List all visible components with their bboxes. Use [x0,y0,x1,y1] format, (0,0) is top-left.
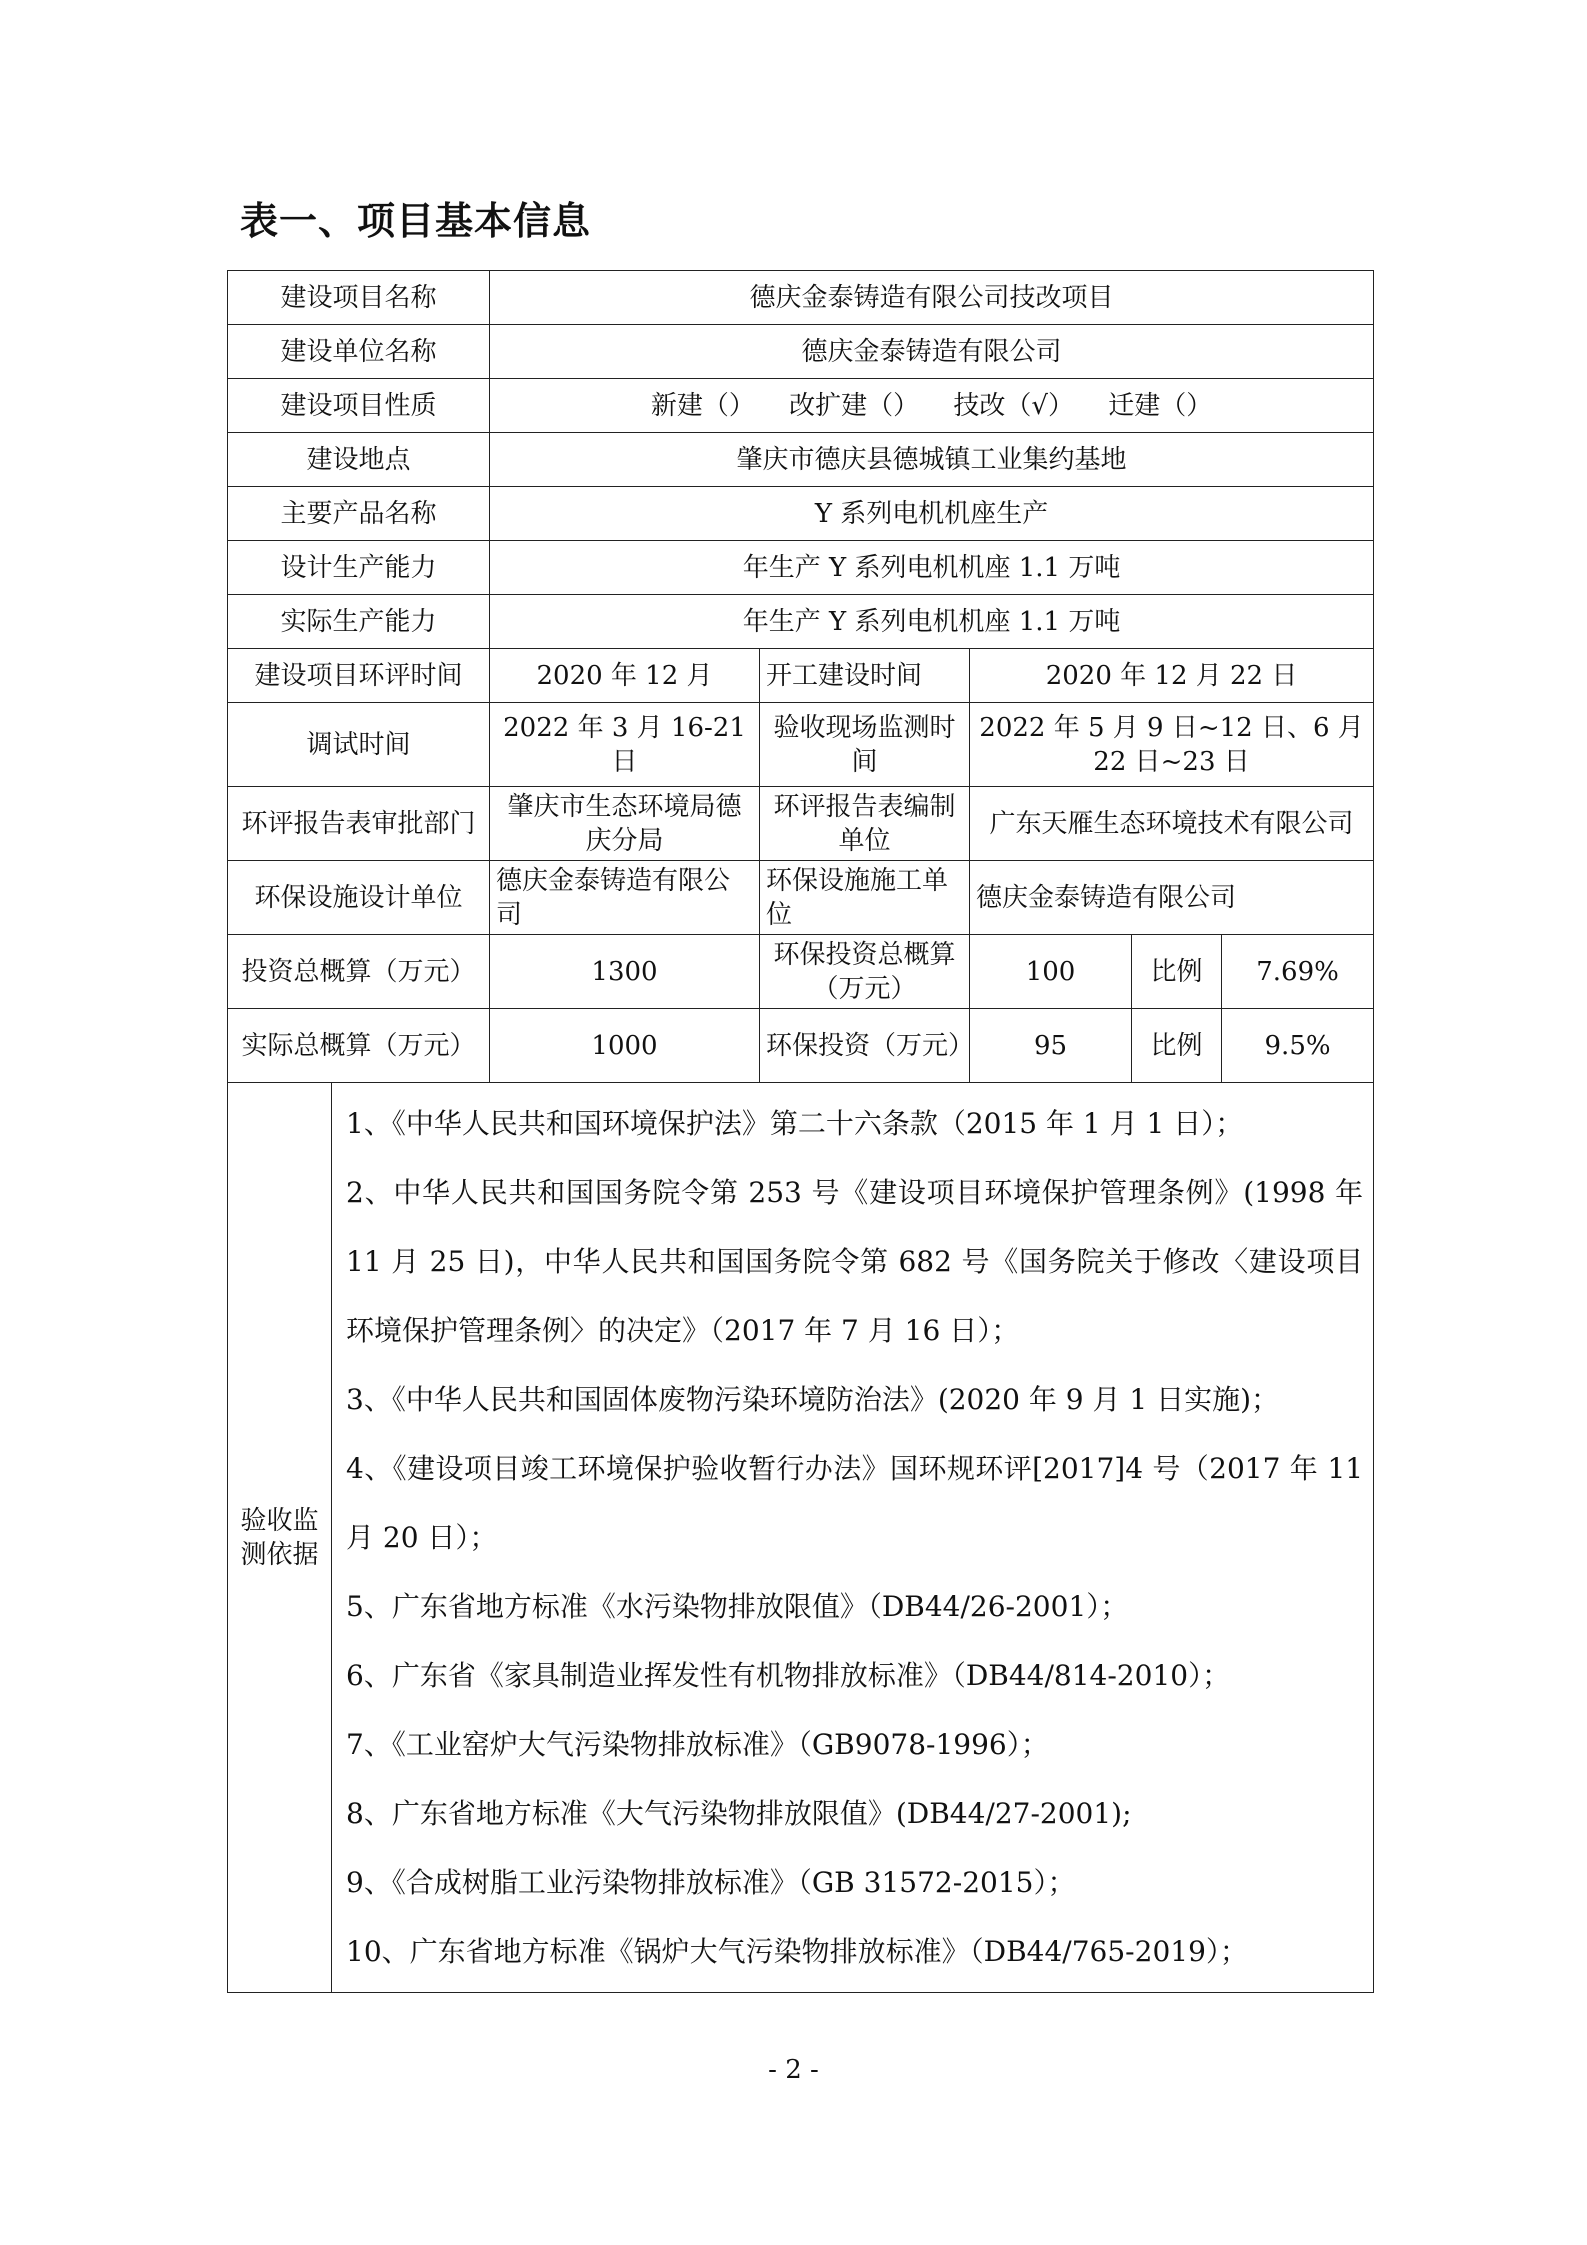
monitor-time-value: 2022 年 5 月 9 日~12 日、6 月 22 日~23 日 [970,703,1374,787]
basis-item: 7、《工业窑炉大气污染物排放标准》（GB9078-1996）； [346,1728,1049,1761]
env-invest-total-label: 环保投资总概算（万元） [760,935,970,1009]
project-name-value: 德庆金泰铸造有限公司技改项目 [490,271,1374,325]
table-row [228,861,1374,935]
basis-item: 5、广东省地方标准《水污染物排放限值》（DB44/26-2001）； [346,1590,1129,1623]
env-invest-value: 95 [970,1009,1132,1083]
monitor-time-label: 验收现场监测时间 [760,703,970,787]
ratio-label: 比例 [1132,935,1222,1009]
table-row [228,1083,1374,1993]
basis-label [228,1083,332,1993]
total-invest-label: 投资总概算（万元） [228,935,490,1009]
compile-unit-value: 广东天雁生态环境技术有限公司 [970,787,1374,861]
start-time-value: 2020 年 12 月 22 日 [970,649,1374,703]
basis-item: 10、广东省地方标准《锅炉大气污染物排放标准》（DB44/765-2019）； [346,1935,1248,1968]
location-label: 建设地点 [228,433,490,487]
approval-dept-value: 肇庆市生态环境局德庆分局 [490,787,760,861]
start-time-label: 开工建设时间 [760,649,970,703]
page-title: 表一、项目基本信息 [240,198,592,243]
basis-item: 1、《中华人民共和国环境保护法》第二十六条款（2015 年 1 月 1 日）； [346,1107,1244,1140]
env-invest-total-value: 100 [970,935,1132,1009]
ratio-value: 7.69% [1222,935,1374,1009]
product-label: 主要产品名称 [228,487,490,541]
actual-capacity-label: 实际生产能力 [228,595,490,649]
debug-time-label: 调试时间 [228,703,490,787]
unit-name-label: 建设单位名称 [228,325,490,379]
nature-label: 建设项目性质 [228,379,490,433]
env-design-unit-label: 环保设施设计单位 [228,861,490,935]
eia-time-value: 2020 年 12 月 [490,649,760,703]
basis-item: 3、《中华人民共和国固体废物污染环境防治法》(2020 年 9 月 1 日实施)； [346,1383,1280,1416]
table-row [228,271,1374,325]
basis-item: 4、《建设项目竣工环境保护验收暂行办法》国环规环评[2017]4 号（2017 年 11 月 20 日）； [346,1452,1364,1554]
project-name-label: 建设项目名称 [228,271,490,325]
actual-capacity-value: 年生产 Y 系列电机机座 1.1 万吨 [490,595,1374,649]
approval-dept-label: 环评报告表审批部门 [228,787,490,861]
table-row [228,787,1374,861]
ratio-label: 比例 [1132,1009,1222,1083]
table-row [228,595,1374,649]
env-invest-label: 环保投资（万元） [760,1009,970,1083]
env-build-unit-label: 环保设施施工单位 [760,861,970,935]
table-row [228,935,1374,1009]
project-info-table [227,270,1374,1993]
product-value: Y 系列电机机座生产 [490,487,1374,541]
actual-invest-value: 1000 [490,1009,760,1083]
ratio-value: 9.5% [1222,1009,1374,1083]
env-build-unit-value: 德庆金泰铸造有限公司 [970,861,1374,935]
eia-time-label: 建设项目环评时间 [228,649,490,703]
basis-list [332,1083,1374,1993]
debug-time-value: 2022 年 3 月 16-21 日 [490,703,760,787]
location-value: 肇庆市德庆县德城镇工业集约基地 [490,433,1374,487]
nature-value: 新建（） 改扩建（） 技改（√） 迁建（） [490,379,1374,433]
design-capacity-label: 设计生产能力 [228,541,490,595]
actual-invest-label: 实际总概算（万元） [228,1009,490,1083]
table-row [228,379,1374,433]
table-row [228,649,1374,703]
page-number: - 2 - [768,2055,819,2085]
table-row [228,433,1374,487]
basis-item: 2、中华人民共和国国务院令第 253 号《建设项目环境保护管理条例》(1998 年 11 月 25 日)，中华人民共和国国务院令第 682 号《国务院关于修改〈建设项目环境保护管理条例〉的决定》（2017 年 7 月 16 日）； [346,1176,1364,1347]
design-capacity-value: 年生产 Y 系列电机机座 1.1 万吨 [490,541,1374,595]
compile-unit-label: 环评报告表编制单位 [760,787,970,861]
table-row [228,1009,1374,1083]
basis-label-text: 验收监测依据 [240,1505,319,1570]
basis-item: 6、广东省《家具制造业挥发性有机物排放标准》（DB44/814-2010）； [346,1659,1231,1692]
table-row [228,487,1374,541]
basis-item: 8、广东省地方标准《大气污染物排放限值》(DB44/27-2001); [346,1797,1132,1830]
table-row [228,325,1374,379]
basis-item: 9、《合成树脂工业污染物排放标准》（GB 31572-2015）； [346,1866,1076,1899]
unit-name-value: 德庆金泰铸造有限公司 [490,325,1374,379]
table-row [228,541,1374,595]
total-invest-value: 1300 [490,935,760,1009]
env-design-unit-value: 德庆金泰铸造有限公司 [490,861,760,935]
table-row [228,703,1374,787]
